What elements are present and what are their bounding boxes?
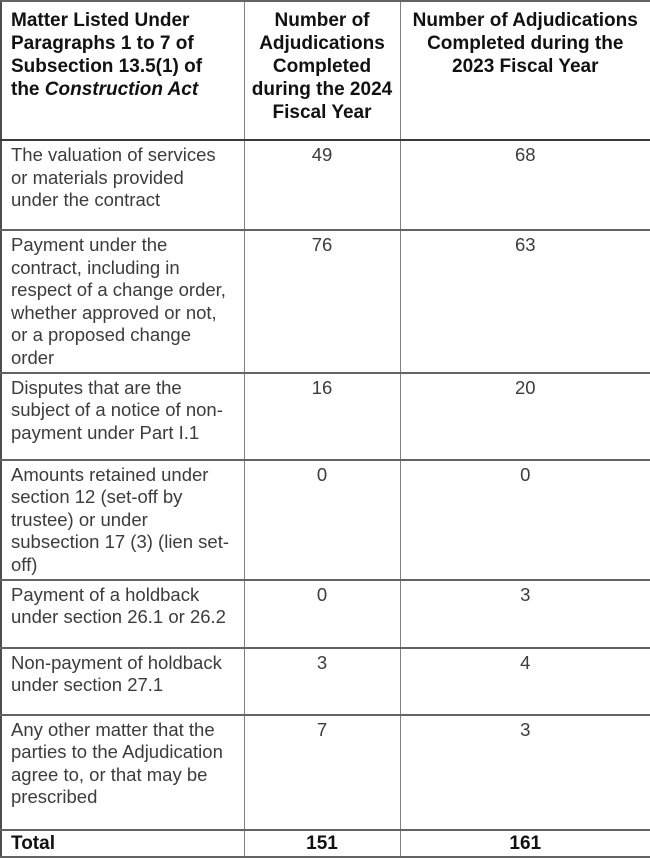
matter-cell: Payment of a holdback under section 26.1 or 26.2 (1, 580, 244, 648)
value-2024-cell: 0 (244, 580, 400, 648)
value-2023-cell: 68 (400, 140, 650, 230)
header-matter-text: Matter Listed Under Paragraphs 1 to 7 of Subsection 13.5(1) of the (11, 10, 203, 100)
value-2024-cell: 76 (244, 230, 400, 373)
matter-cell: Disputes that are the subject of a notice of non-payment under Part I.1 (1, 373, 244, 460)
header-matter-act-title: Construction Act (44, 79, 199, 100)
value-2023-cell: 4 (400, 648, 650, 715)
value-2024-cell: 0 (244, 460, 400, 580)
table-row (1, 460, 650, 580)
value-2024-cell: 16 (244, 373, 400, 460)
matter-cell: Non-payment of holdback under section 27.1 (1, 648, 244, 715)
value-2024-cell: 3 (244, 648, 400, 715)
total-2024-cell: 151 (244, 830, 400, 857)
value-2023-cell: 20 (400, 373, 650, 460)
table-row (1, 715, 650, 830)
table-row (1, 648, 650, 715)
header-fy2023: Number of Adjudications Completed during the 2023 Fiscal Year (400, 1, 650, 140)
value-2024-cell: 49 (244, 140, 400, 230)
value-2023-cell: 3 (400, 580, 650, 648)
value-2024-cell: 7 (244, 715, 400, 830)
header-row (1, 1, 650, 140)
table-row (1, 140, 650, 230)
matter-cell: Payment under the contract, including in respect of a change order, whether approved or not, or a proposed change order (1, 230, 244, 373)
value-2023-cell: 63 (400, 230, 650, 373)
matter-cell: Amounts retained under section 12 (set-off by trustee) or under subsection 17 (3) (lien set-off) (1, 460, 244, 580)
value-2023-cell: 3 (400, 715, 650, 830)
table-row (1, 230, 650, 373)
header-matter (1, 1, 244, 140)
table-row (1, 580, 650, 648)
total-row (1, 830, 650, 857)
header-fy2024: Number of Adjudications Completed during the 2024 Fiscal Year (244, 1, 400, 140)
table-row (1, 373, 650, 460)
total-2023-cell: 161 (400, 830, 650, 857)
matter-cell: The valuation of services or materials provided under the contract (1, 140, 244, 230)
matter-cell: Any other matter that the parties to the Adjudication agree to, or that may be prescribed (1, 715, 244, 830)
total-label: Total (1, 830, 244, 857)
value-2023-cell: 0 (400, 460, 650, 580)
